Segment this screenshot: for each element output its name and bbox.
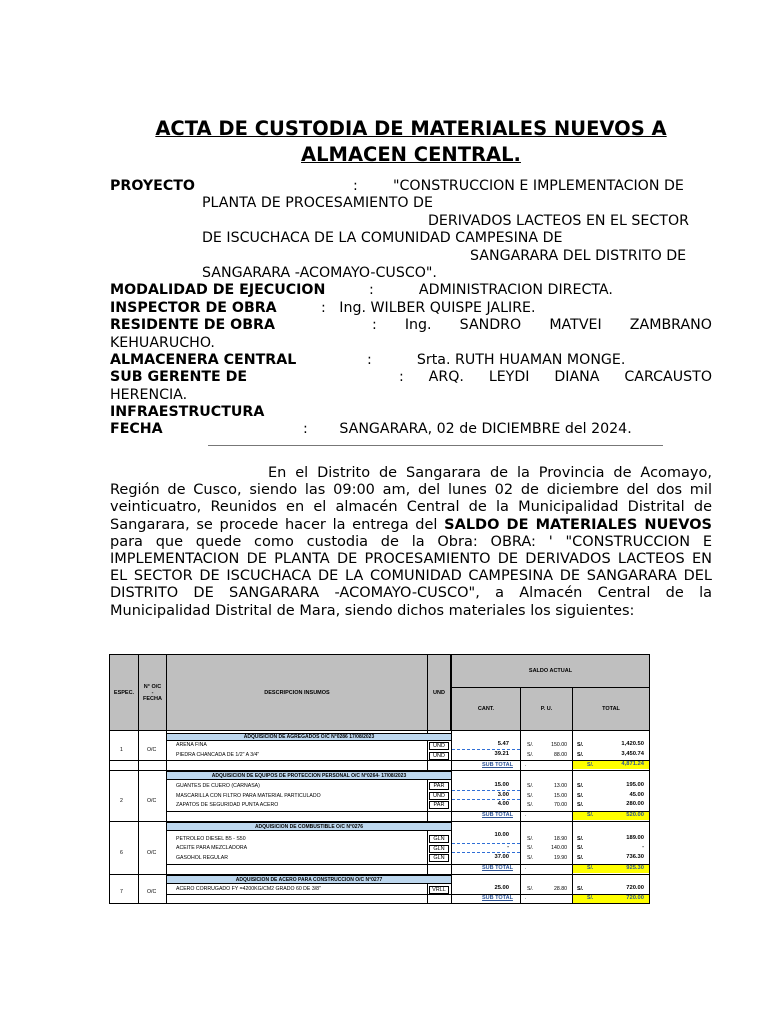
proyecto-line-6: SANGARARA -ACOMAYO-CUSCO".	[202, 264, 437, 281]
residente-word: ZAMBRANO	[629, 317, 712, 334]
subtotal-label: SUB TOTAL	[482, 812, 513, 818]
subtotal-dot: .	[525, 762, 527, 768]
item-total: 736.30	[626, 854, 644, 860]
subgerente-word: DIANA	[554, 369, 600, 386]
proyecto-line-2: PLANTA DE PROCESAMIENTO DE	[202, 195, 433, 212]
residente-line-2: KEHUARUCHO.	[110, 334, 215, 351]
residente-word: Ing.	[404, 317, 432, 334]
col-header-oc-line: N° O/C	[143, 683, 162, 690]
title-line-1: ACTA DE CUSTODIA DE MATERIALES NUEVOS A	[155, 117, 667, 140]
item-desc: PIEDRA CHANCADA DE 1/2" A 3/4"	[176, 752, 260, 758]
proyecto-line-3: DERIVADOS LACTEOS EN EL SECTOR	[428, 212, 689, 229]
subtotal-dot: .	[525, 865, 527, 871]
infraestructura-label: INFRAESTRUCTURA	[110, 404, 265, 421]
item-desc: PETROLEO DIESEL B5 - S50	[176, 836, 246, 842]
item-currency: S/.	[577, 802, 584, 808]
subtotal-value: 925.30	[626, 865, 644, 871]
item-pu: 15.00	[554, 793, 567, 799]
item-total: 3,450.74	[621, 751, 644, 757]
subgerente-value	[399, 369, 712, 386]
subtotal-label: SUB TOTAL	[482, 895, 513, 901]
group-header: ADQUISICION DE ACERO PARA CONSTRUCCION O/C N°0277	[166, 875, 452, 884]
col-header-saldo-actual: SALDO ACTUAL	[451, 654, 650, 688]
subgerente-word: LEYDI	[488, 369, 530, 386]
item-desc: ARENA FINA	[176, 742, 207, 748]
item-currency: S/.	[577, 886, 584, 892]
item-currency: S/.	[577, 752, 584, 758]
item-desc: ACERO CORRUGADO FY =4200KG/CM2 GRADO 60 DE 3/8"	[176, 886, 321, 892]
almacenera-label: ALMACENERA CENTRAL	[110, 351, 297, 368]
item-currency: S/.	[577, 855, 584, 861]
subtotal-value: 720.00	[626, 895, 644, 901]
espec-value: 7	[120, 889, 123, 895]
item-currency: S/.	[527, 802, 534, 808]
inspector-value: : Ing. WILBER QUISPE JALIRE.	[321, 299, 536, 316]
proyecto-line-4: DE ISCUCHACA DE LA COMUNIDAD CAMPESINA DE	[202, 230, 563, 247]
subtotal-dot: .	[525, 895, 527, 901]
subgerente-line-2: HERENCIA.	[110, 386, 188, 403]
item-und: PAR	[429, 801, 449, 809]
item-currency: S/.	[577, 783, 584, 789]
proyecto-line-5: SANGARARA DEL DISTRITO DE	[470, 247, 687, 264]
item-cant: 4.00	[497, 801, 509, 807]
header-divider	[208, 445, 663, 446]
item-und: UND	[429, 752, 449, 760]
item-cant: 15.00	[494, 782, 509, 788]
item-und: PAR	[429, 782, 449, 790]
item-total: 45.00	[629, 792, 644, 798]
item-currency: S/.	[527, 742, 534, 748]
item-pu: 28.80	[554, 886, 567, 892]
proyecto-label: PROYECTO	[110, 178, 195, 194]
subtotal-currency: S/.	[587, 895, 594, 901]
item-cant: 5.47	[497, 741, 509, 747]
col-header-oc-line: FECHA	[143, 695, 162, 702]
fecha-value: : SANGARARA, 02 de DICIEMBRE del 2024.	[303, 421, 632, 438]
item-total: -	[642, 844, 644, 850]
subtotal-value: 520.00	[626, 812, 644, 818]
group-header: ADQUISICION DE AGREGADOS O/C N°0286 17/08/2023	[166, 733, 452, 741]
item-currency: S/.	[527, 845, 534, 851]
col-header-cant: CANT.	[451, 687, 521, 731]
residente-label: RESIDENTE DE OBRA	[110, 317, 275, 334]
item-currency: S/.	[577, 793, 584, 799]
materials-table	[109, 654, 650, 904]
col-header-oc-line: -	[151, 689, 154, 696]
item-currency: S/.	[527, 855, 534, 861]
item-und: GLN	[429, 835, 449, 843]
oc-value: O/C	[147, 747, 157, 753]
item-currency: S/.	[527, 793, 534, 799]
item-cant: -	[507, 844, 509, 850]
group-header: ADQUISICION DE COMBUSTIBLE O/C N°0276	[166, 822, 452, 831]
item-desc: ZAPATOS DE SEGURIDAD PUNTA ACERO	[176, 802, 279, 808]
item-desc: GASOHOL REGULAR	[176, 855, 228, 861]
header-block	[110, 178, 712, 439]
almacenera-value: : Srta. RUTH HUAMAN MONGE.	[367, 351, 626, 368]
modalidad-label: MODALIDAD DE EJECUCION	[110, 282, 326, 299]
item-currency: S/.	[577, 836, 584, 842]
item-pu: 88.00	[554, 752, 567, 758]
subgerente-word: ARQ.	[428, 369, 464, 386]
document-title	[110, 116, 712, 168]
item-pu: 150.00	[551, 742, 567, 748]
subtotal-currency: S/.	[587, 762, 594, 768]
oc-value: O/C	[147, 850, 157, 856]
residente-value	[372, 317, 712, 334]
item-pu: 13.00	[554, 783, 567, 789]
espec-value: 2	[120, 798, 123, 804]
col-header-pu: P. U.	[520, 687, 573, 731]
item-total: 195.00	[626, 782, 644, 788]
item-desc: ACEITE PARA MEZCLADORA	[176, 845, 248, 851]
subtotal-label: SUB TOTAL	[482, 762, 513, 768]
item-und: GLN	[429, 854, 449, 862]
item-cant: 3.00	[497, 792, 509, 798]
item-currency: S/.	[527, 836, 534, 842]
item-total: 280.00	[626, 801, 644, 807]
espec-value: 6	[120, 850, 123, 856]
col-header-und: UND	[427, 654, 451, 731]
item-desc: MASCARILLA CON FILTRO PARA MATERIAL PARTICULADO	[176, 793, 321, 799]
residente-word: MATVEI	[549, 317, 602, 334]
oc-value: O/C	[147, 798, 157, 804]
col-header-total: TOTAL	[572, 687, 650, 731]
item-currency: S/.	[527, 752, 534, 758]
item-pu: 19.90	[554, 855, 567, 861]
subgerente-word: :	[399, 369, 404, 386]
item-currency: S/.	[577, 845, 584, 851]
subgerente-word: CARCAUSTO	[624, 369, 712, 386]
espec-value: 1	[120, 747, 123, 753]
item-currency: S/.	[527, 783, 534, 789]
subtotal-value: 4,871.24	[621, 761, 644, 767]
title-line-2: ALMACEN CENTRAL.	[301, 143, 521, 166]
subtotal-dot: .	[525, 812, 527, 818]
item-cant: 37.00	[494, 854, 509, 860]
body-text-1: En el Distrito de Sangarara de la Provincia de Acomayo, Región de Cusco, siendo las 09:00 am, del lunes 02 de diciembre del dos mil veinticuatro, Reunidos en el almacén Central de la Municipalidad Distrital de Sangarara, se procede hacer la entrega del	[110, 465, 712, 533]
item-pu: 70.00	[554, 802, 567, 808]
residente-word: :	[372, 317, 377, 334]
body-text-2: para que quede como custodia de la Obra: OBRA: ' "CONSTRUCCION E IMPLEMENTACION DE PLANTA DE PROCESAMIENTO DE DERIVADOS LACTEOS EN EL SECTOR DE ISCUCHACA DE LA COMUNIDAD CAMPESINA DE SANGARARA DEL DISTRITO DE SANGARARA -ACOMAYO-CUSCO", a Almacén Central de la Municipalidad Distrital de Mara, siendo dichos materiales los siguientes:	[110, 533, 712, 619]
col-header-descripcion: DESCRIPCION INSUMOS	[166, 654, 428, 731]
item-total: 189.00	[626, 835, 644, 841]
item-currency: S/.	[577, 742, 584, 748]
group-header: ADQUISICION DE EQUIPOS DE PROTECCION PERSONAL O/C N°0264- 17/08/2023	[166, 771, 452, 780]
item-und: UND	[429, 742, 449, 750]
item-desc: GUANTES DE CUERO (CARNASA)	[176, 783, 260, 789]
item-cant: 25.00	[494, 885, 509, 891]
item-pu: 18.90	[554, 836, 567, 842]
item-currency: S/.	[527, 886, 534, 892]
subgerente-label: SUB GERENTE DE	[110, 369, 248, 386]
col-header-espec: ESPEC.	[109, 654, 139, 731]
oc-value: O/C	[147, 889, 157, 895]
item-und: VRLL	[429, 886, 449, 894]
proyecto-line-1: "CONSTRUCCION E IMPLEMENTACION DE	[393, 178, 684, 194]
item-cant: 10.00	[494, 832, 509, 838]
item-cant: 39.21	[494, 751, 509, 757]
subtotal-label: SUB TOTAL	[482, 865, 513, 871]
inspector-label: INSPECTOR DE OBRA	[110, 299, 277, 316]
item-und: GLN	[429, 845, 449, 853]
subtotal-currency: S/.	[587, 812, 594, 818]
proyecto-colon: :	[353, 178, 358, 194]
item-und: UND	[429, 792, 449, 800]
fecha-label: FECHA	[110, 421, 163, 438]
body-paragraph	[110, 465, 712, 620]
item-total: 1,420.50	[621, 741, 644, 747]
residente-word: SANDRO	[459, 317, 522, 334]
modalidad-value: : ADMINISTRACION DIRECTA.	[369, 282, 613, 299]
body-bold: SALDO DE MATERIALES NUEVOS	[444, 516, 712, 533]
item-total: 720.00	[626, 885, 644, 891]
item-pu: 140.00	[551, 845, 567, 851]
col-header-oc	[138, 654, 167, 731]
subtotal-currency: S/.	[587, 865, 594, 871]
